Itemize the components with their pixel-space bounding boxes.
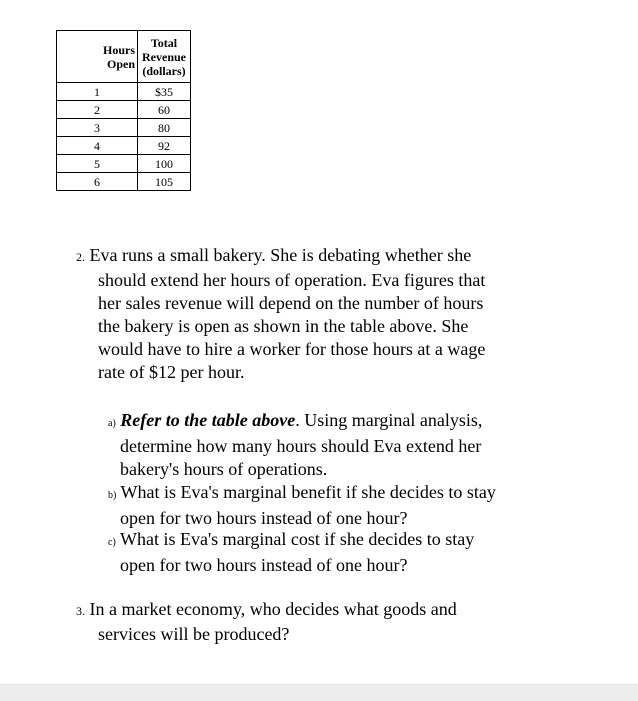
question-2a [108, 409, 548, 481]
question-2-line-1 [76, 244, 546, 269]
question-2-text-6: rate of $12 per hour. [98, 362, 245, 382]
question-2 [76, 244, 546, 384]
table-row [57, 83, 191, 101]
hours-cell: 1 [57, 83, 138, 101]
question-3 [76, 598, 546, 646]
header-total-revenue [138, 31, 191, 83]
question-2b-letter: b) [108, 490, 117, 501]
question-2a-text-1: . Using marginal analysis, [295, 410, 483, 430]
header-hours-line2: Open [106, 56, 135, 71]
question-2c-text-2: open for two hours instead of one hour? [120, 555, 408, 575]
hours-cell: 2 [57, 101, 138, 119]
question-2c-text-1: What is Eva's marginal cost if she decides to stay [119, 529, 475, 549]
question-2c-line-1 [108, 529, 474, 549]
header-revenue-line1: Total [150, 35, 178, 50]
revenue-cell: 92 [138, 137, 191, 155]
question-3-number: 3. [76, 604, 85, 618]
question-2-text-4: the bakery is open as shown in the table above. She [98, 316, 469, 336]
question-2a-line-1 [108, 410, 482, 430]
question-2b-line-1 [108, 482, 496, 502]
question-2c [108, 528, 548, 577]
question-2c-letter: c) [108, 537, 116, 548]
header-revenue-line2: Revenue [142, 49, 186, 64]
question-2a-letter: a) [108, 418, 116, 429]
revenue-table [56, 30, 191, 191]
question-3-text-2: services will be produced? [98, 624, 290, 644]
question-2a-text-3: bakery's hours of operations. [120, 459, 328, 479]
question-2a-emphasis: Refer to the table above [120, 410, 296, 430]
bottom-bar [0, 684, 638, 701]
question-2b-text-1: What is Eva's marginal benefit if she decides to stay [120, 482, 496, 502]
question-2-number: 2. [76, 250, 85, 264]
header-revenue-line3: (dollars) [142, 63, 186, 78]
hours-cell: 5 [57, 155, 138, 173]
hours-cell: 3 [57, 119, 138, 137]
table-row [57, 173, 191, 191]
revenue-cell: 105 [138, 173, 191, 191]
question-2-text-5: would have to hire a worker for those hours at a wage [98, 339, 486, 359]
question-2b-text-2: open for two hours instead of one hour? [120, 508, 408, 528]
question-3-text-1: In a market economy, who decides what goods and [89, 599, 457, 619]
question-2-text-1: Eva runs a small bakery. She is debating whether she [89, 245, 472, 265]
question-2-text-2: should extend her hours of operation. Eva figures that [98, 270, 486, 290]
header-hours-line1: Hours [102, 42, 135, 57]
revenue-cell: $35 [138, 83, 191, 101]
table-row [57, 119, 191, 137]
question-2a-text-2: determine how many hours should Eva extend her [120, 436, 482, 456]
revenue-cell: 60 [138, 101, 191, 119]
table-row [57, 137, 191, 155]
table-header-row [57, 31, 191, 83]
question-3-line-1 [76, 599, 457, 619]
revenue-cell: 80 [138, 119, 191, 137]
table-row [57, 155, 191, 173]
question-2b [108, 481, 548, 530]
header-hours-open [57, 31, 138, 83]
hours-cell: 4 [57, 137, 138, 155]
table-row [57, 101, 191, 119]
question-2-text-3: her sales revenue will depend on the number of hours [98, 293, 484, 313]
hours-cell: 6 [57, 173, 138, 191]
revenue-cell: 100 [138, 155, 191, 173]
